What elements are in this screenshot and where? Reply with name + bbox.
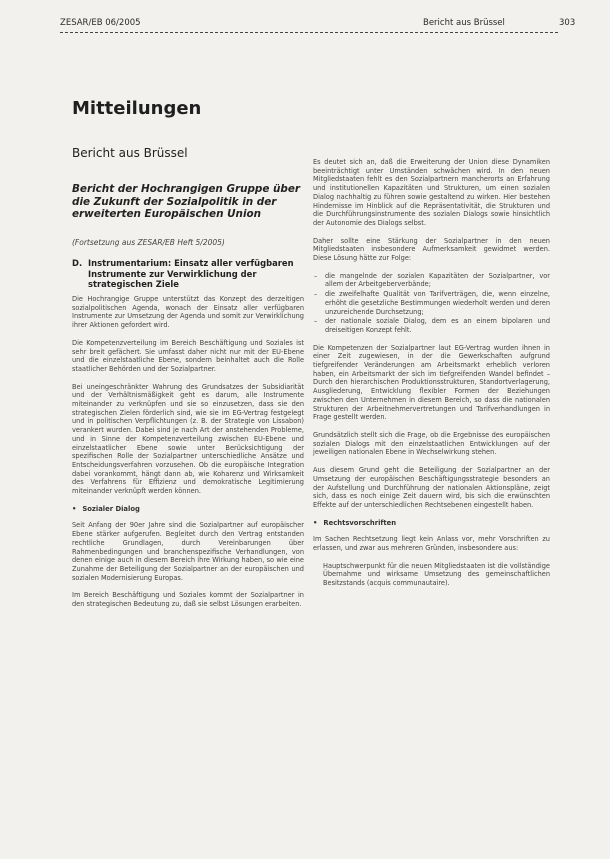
bullet-icon: • xyxy=(313,518,318,527)
indented-paragraph: Hauptschwerpunkt für die neuen Mitgliedstaaten ist die vollständige Übernahme und wirksame Umsetzung des gemeinschaftlichen Besitzstands (acquis communautaire). xyxy=(323,561,550,588)
list-item: – die mangelnde der sozialen Kapazitäten der Sozialpartner, vor allem der Arbeitgeberverbände; xyxy=(313,272,550,289)
bullet-heading-legislation xyxy=(313,519,550,528)
continuation-note: (Fortsetzung aus ZESAR/EB Heft 5/2005) xyxy=(72,238,225,247)
body-paragraph: Im Sachen Rechtsetzung liegt kein Anlass vor, mehr Vorschriften zu erlassen, und zwar aus mehreren Gründen, insbesondere aus: xyxy=(313,535,550,553)
body-paragraph: Im Bereich Beschäftigung und Soziales kommt der Sozialpartner in den strategischen Bedeutung zu, daß sie selbst Lösungen erarbeiten. xyxy=(72,591,304,609)
body-paragraph: Die Kompetenzen der Sozialpartner laut EG-Vertrag wurden ihnen in einer Zeit zugewiesen, in der die Gewerkschaften aufgrund tiefgreifender Veränderungen am Arbeitsmarkt erheblich verloren haben, ein Arbeitsmarkt der sich im tiefgreifenden Wandel befindet – Durch den hierarchischen Produktionsstrukturen, Standortverlagerung, Ausgliederung, Entwicklung flexibler Formen der Beziehungen zwischen den Unternehmen in diesem Bereich, so dass die nationalen Strukturen der Arbeitnehmervertretungen und Tarifverhandlungen in Frage gestellt werden. xyxy=(313,343,550,422)
left-column xyxy=(72,295,304,618)
bullet-icon: • xyxy=(72,504,77,513)
list-item: – die zweifelhafte Qualität von Tarifverträgen, die, wenn einzelne, erhöht die gesetzliche Bestimmungen wiederholt werden und deren unzureichende Durchsetzung; xyxy=(313,290,550,316)
subsection-heading-text: Instrumentarium: Einsatz aller verfügbaren Instrumente zur Verwirklichung der strategischen Ziele xyxy=(88,258,294,289)
subsection-heading xyxy=(72,258,312,290)
body-paragraph: Es deutet sich an, daß die Erweiterung der Union diese Dynamiken beeinträchtigt unter Umständen schwächen wird. In den neuen Mitgliedstaaten fehlt es den Sozialpartnern mancherorts an Erfahrung und institutionellen Kapazitäten und Strukturen, um einen sozialen Dialog nachhaltig zu führen sowie gestaltend zu wirken. Hier bestehen Hindernisse im Hinblick auf die Repräsentativität, die Strukturen und die Durchführungsinstrumente des sozialen Dialogs sowie hinsichtlich der Autonomie des Dialogs selbst. xyxy=(313,158,550,227)
body-paragraph: Seit Anfang der 90er Jahre sind die Sozialpartner auf europäischer Ebene stärker aufgerufen. Begleitet durch den Vertrag entstanden rechtliche Grundlagen, durch Vereinbarungen über Rahmenbedingungen und branchenspezifische Verhandlungen, von denen einige auch in diesem Bereich ihre Wirkung haben, so wie eine Zunahme der Beteiligung der Sozialpartner an der europäischen und sozialen Modernisierung Europas. xyxy=(72,521,304,582)
header-rule xyxy=(60,32,558,33)
bullet-heading-text: Sozialer Dialog xyxy=(82,504,140,513)
body-paragraph: Aus diesem Grund geht die Beteiligung der Sozialpartner an der Umsetzung der europäischen Beschäftigungsstrategie besonders an der Aufstellung und Durchführung der nationalen Aktionspläne, zeigt sich, dass es noch einige Zeit dauern wird, bis sich die erwünschten Effekte auf der unterschiedlichen Rechtsebenen eingestellt haben. xyxy=(313,466,550,509)
bullet-heading-social-dialog xyxy=(72,505,304,514)
bullet-heading-text: Rechtsvorschriften xyxy=(323,518,397,527)
section-header: Bericht aus Brüssel xyxy=(423,18,505,28)
report-title: Bericht der Hochrangigen Gruppe über die Zukunft der Sozialpolitik in der erweiterten Europäischen Union xyxy=(72,183,301,220)
body-paragraph: Die Hochrangige Gruppe unterstützt das Konzept des derzeitigen sozialpolitischen Agenda, wonach der Einsatz aller verfügbaren Instrumente zur Umsetzung der Agenda und somit zur Verwirklichung ihrer Aktionen gefordert wird. xyxy=(72,295,304,330)
section-title: Bericht aus Brüssel xyxy=(72,146,188,160)
page-title: Mitteilungen xyxy=(72,98,202,119)
page-number: 303 xyxy=(559,18,576,28)
body-paragraph: Die Kompetenzverteilung im Bereich Beschäftigung und Soziales ist sehr breit gefächert. Sie umfasst daher nicht nur mit der EU-Ebene und die einzelstaatliche Ebene, sondern beinhaltet auch die Rolle staatlicher Behörden und der Sozialpartner. xyxy=(72,338,304,373)
body-paragraph: Bei uneingeschränkter Wahrung des Grundsatzes der Subsidiarität und der Verhältnismäßigkeit geht es darum, alle Instrumente miteinander zu verknüpfen und sie so einzusetzen, dass sie den strategischen Zielen förderlich sind, wie sie im EG-Vertrag festgelegt und in politischen Verpflichtungen (z. B. der Strategie von Lissabon) verankert wurden. Dabei sind je nach Art der anstehenden Probleme, und in Sinne der Kompetenzverteilung zwischen EU-Ebene und einzelstaatlicher Ebene sowie unter Berücksichtigung der spezifischen Rolle der Sozialpartner unterschiedliche Ansätze und Entscheidungsverfahren vorzusehen. Ob die europäische Integration dabei vorankommt, hängt dann ab, wie Koharenz und Wirksamkeit des Verfahrens für Effizienz und demokratische Legitimierung miteinander verknüpft werden können. xyxy=(72,382,304,496)
body-paragraph: Grundsätzlich stellt sich die Frage, ob die Ergebnisse des europäischen sozialen Dialogs mit den einzelstaatlichen Entwicklungen auf der jeweiligen nationalen Ebene in Wechselwirkung stehen. xyxy=(313,430,550,457)
journal-header: ZESAR/EB 06/2005 xyxy=(60,18,141,28)
dash-list xyxy=(313,272,550,335)
subsection-number: D. xyxy=(72,258,83,268)
right-column xyxy=(313,158,550,597)
list-item: – der nationale soziale Dialog, dem es an einem bipolaren und dreiseitigen Konzept fehlt. xyxy=(313,317,550,334)
body-paragraph: Daher sollte eine Stärkung der Sozialpartner in den neuen Mitgliedstaaten insbesondere Aufmerksamkeit gewidmet werden. Diese Lösung hätte zur Folge: xyxy=(313,236,550,263)
